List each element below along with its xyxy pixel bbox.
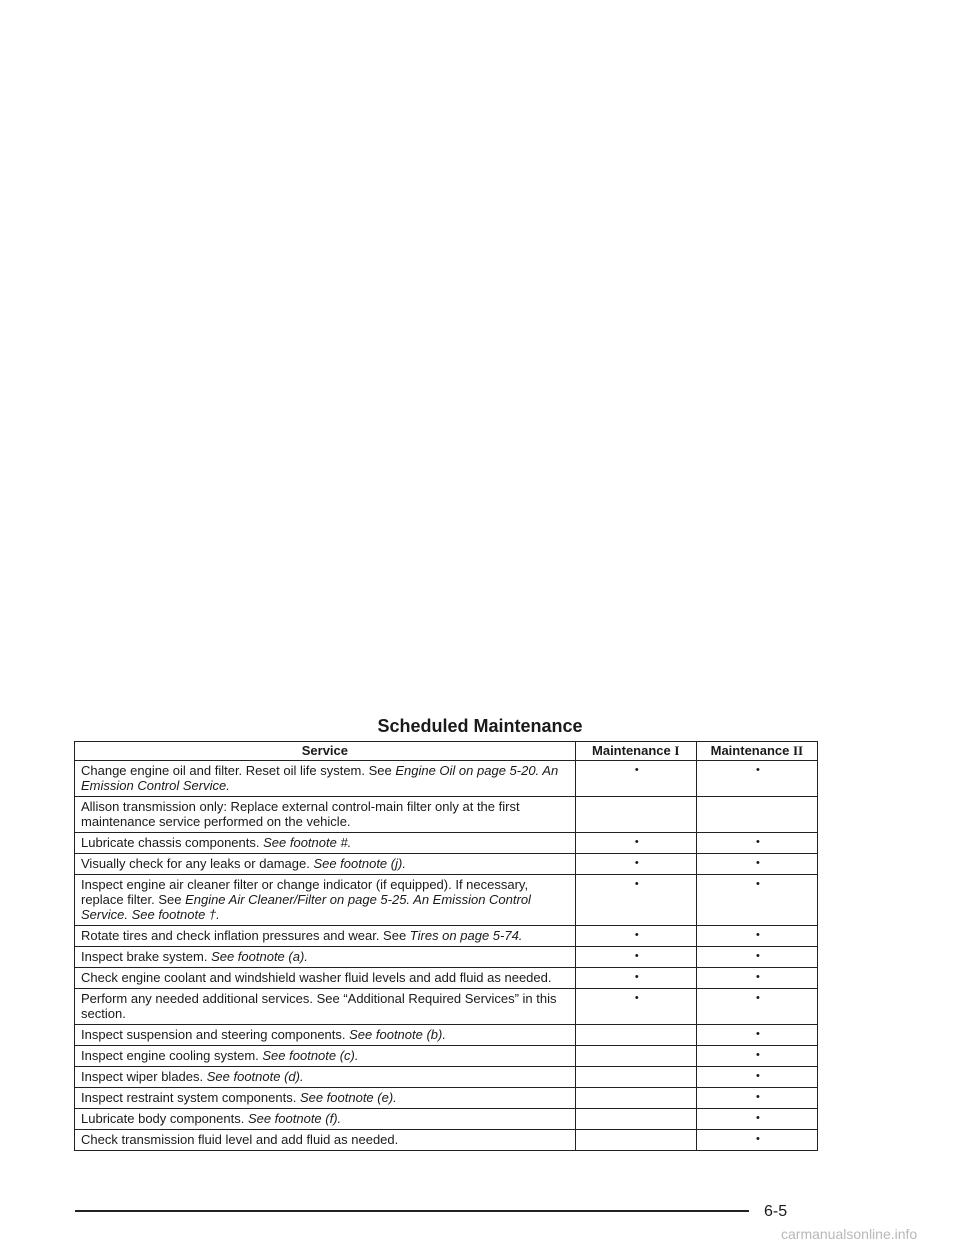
maintenance-1-mark: • xyxy=(575,947,696,968)
header-maintenance-2-label: Maintenance xyxy=(710,743,790,758)
maintenance-2-mark: • xyxy=(696,1046,817,1067)
service-cell xyxy=(75,761,576,797)
maintenance-2-mark: • xyxy=(696,989,817,1025)
footer-rule xyxy=(75,1210,749,1212)
service-text: Lubricate chassis components. xyxy=(81,835,264,850)
maintenance-1-mark xyxy=(575,1046,696,1067)
header-service: Service xyxy=(75,742,576,761)
maintenance-2-mark: • xyxy=(696,1130,817,1151)
service-text: Check transmission fluid level and add fluid as needed. xyxy=(81,1132,399,1147)
table-row xyxy=(75,1067,818,1088)
header-maintenance-1 xyxy=(575,742,696,761)
table-row xyxy=(75,797,818,833)
service-reference: Engine Air Cleaner/Filter on page 5-25. An Emission Control Service. See footnote †. xyxy=(81,892,531,922)
service-reference: Tires on page 5-74. xyxy=(409,928,523,943)
service-text: Inspect brake system. xyxy=(81,949,212,964)
service-cell xyxy=(75,968,576,989)
watermark: carmanualsonline.info xyxy=(781,1226,918,1242)
maintenance-1-mark: • xyxy=(575,761,696,797)
service-text: Allison transmission only: Replace external control-main filter only at the first maintenance service performed on the vehicle. xyxy=(81,799,520,829)
page-number: 6-5 xyxy=(764,1203,788,1220)
service-cell xyxy=(75,989,576,1025)
maintenance-2-mark: • xyxy=(696,1067,817,1088)
service-text: Check engine coolant and windshield washer fluid levels and add fluid as needed. xyxy=(81,970,552,985)
table-row xyxy=(75,926,818,947)
service-text: Lubricate body components. xyxy=(81,1111,248,1126)
page-title: Scheduled Maintenance xyxy=(377,716,583,736)
maintenance-2-mark: • xyxy=(696,1109,817,1130)
maintenance-2-mark: • xyxy=(696,854,817,875)
service-cell xyxy=(75,854,576,875)
service-reference: See footnote #. xyxy=(263,835,352,850)
service-text: Perform any needed additional services. See “Additional Required Services” in this section. xyxy=(81,991,557,1021)
maintenance-1-mark xyxy=(575,797,696,833)
table-row xyxy=(75,968,818,989)
maintenance-2-mark xyxy=(696,797,817,833)
table-row xyxy=(75,761,818,797)
service-reference: See footnote (e). xyxy=(299,1090,397,1105)
table-row xyxy=(75,1130,818,1151)
table-row xyxy=(75,1109,818,1130)
maintenance-2-mark: • xyxy=(696,875,817,926)
header-maintenance-1-roman: I xyxy=(674,743,680,758)
service-reference: See footnote (a). xyxy=(211,949,308,964)
service-cell xyxy=(75,875,576,926)
service-cell xyxy=(75,1046,576,1067)
service-cell xyxy=(75,833,576,854)
service-cell xyxy=(75,797,576,833)
header-maintenance-2 xyxy=(696,742,817,761)
service-text: Inspect engine air cleaner filter or change indicator (if equipped). If necessary, replace filter. See xyxy=(81,877,529,907)
service-text: Inspect suspension and steering components. xyxy=(81,1027,350,1042)
service-reference: See footnote (b). xyxy=(349,1027,446,1042)
header-maintenance-2-roman: II xyxy=(793,743,804,758)
maintenance-2-mark: • xyxy=(696,947,817,968)
maintenance-1-mark: • xyxy=(575,875,696,926)
table-row xyxy=(75,947,818,968)
service-reference: See footnote (j). xyxy=(313,856,406,871)
maintenance-1-mark xyxy=(575,1088,696,1109)
maintenance-2-mark: • xyxy=(696,926,817,947)
maintenance-2-mark: • xyxy=(696,1088,817,1109)
service-text: Change engine oil and filter. Reset oil life system. See xyxy=(81,763,396,778)
table-row xyxy=(75,989,818,1025)
service-text: Rotate tires and check inflation pressures and wear. See xyxy=(81,928,410,943)
service-cell xyxy=(75,1025,576,1046)
maintenance-2-mark: • xyxy=(696,1025,817,1046)
service-text: Visually check for any leaks or damage. xyxy=(81,856,314,871)
table-row xyxy=(75,875,818,926)
maintenance-1-mark: • xyxy=(575,854,696,875)
service-reference: See footnote (f). xyxy=(247,1111,342,1126)
maintenance-1-mark xyxy=(575,1067,696,1088)
service-text: Inspect wiper blades. xyxy=(81,1069,207,1084)
service-cell xyxy=(75,1109,576,1130)
service-reference: See footnote (c). xyxy=(262,1048,359,1063)
table-row xyxy=(75,1025,818,1046)
table-header-row xyxy=(75,742,818,761)
maintenance-1-mark: • xyxy=(575,926,696,947)
service-text: Inspect restraint system components. xyxy=(81,1090,300,1105)
maintenance-2-mark: • xyxy=(696,968,817,989)
maintenance-2-mark: • xyxy=(696,833,817,854)
table-row xyxy=(75,1046,818,1067)
maintenance-table xyxy=(74,741,818,1151)
maintenance-1-mark xyxy=(575,1025,696,1046)
service-cell xyxy=(75,947,576,968)
service-cell xyxy=(75,1130,576,1151)
maintenance-2-mark: • xyxy=(696,761,817,797)
service-reference: Engine Oil on page 5-20. An Emission Control Service. xyxy=(81,763,559,793)
table-row xyxy=(75,1088,818,1109)
maintenance-1-mark: • xyxy=(575,833,696,854)
maintenance-1-mark: • xyxy=(575,968,696,989)
maintenance-1-mark xyxy=(575,1109,696,1130)
maintenance-1-mark xyxy=(575,1130,696,1151)
service-cell xyxy=(75,926,576,947)
service-text: Inspect engine cooling system. xyxy=(81,1048,263,1063)
header-maintenance-1-label: Maintenance xyxy=(592,743,671,758)
service-reference: See footnote (d). xyxy=(206,1069,304,1084)
maintenance-1-mark: • xyxy=(575,989,696,1025)
service-cell xyxy=(75,1067,576,1088)
table-row xyxy=(75,854,818,875)
table-row xyxy=(75,833,818,854)
service-cell xyxy=(75,1088,576,1109)
